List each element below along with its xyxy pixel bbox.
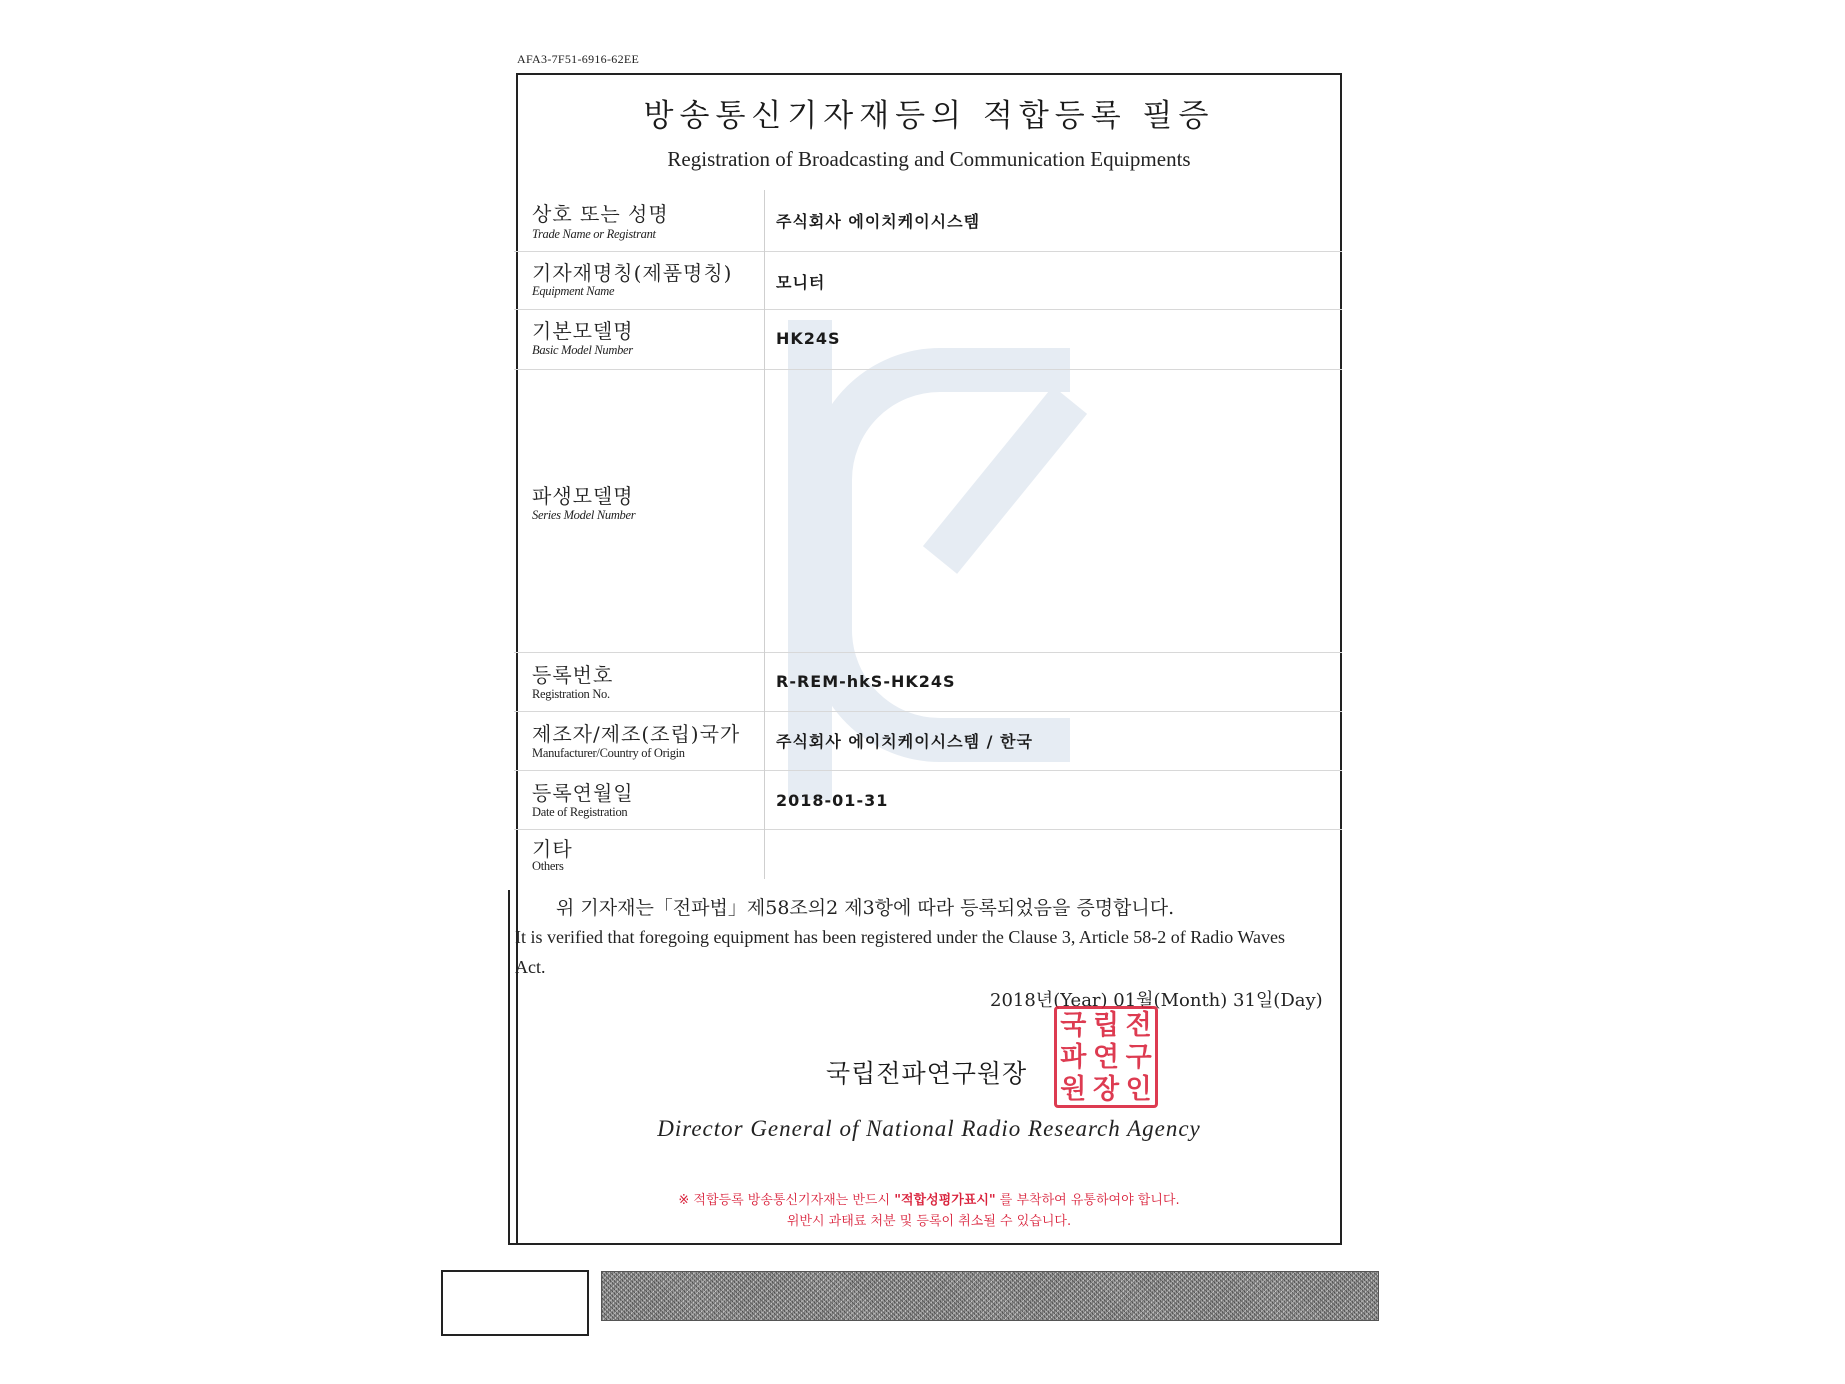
others-label-ko: 기타 <box>532 837 573 861</box>
issue-date: 2018년(Year) 01월(Month) 31일(Day) <box>990 990 1323 1011</box>
registration-date-label-ko: 등록연월일 <box>532 781 634 805</box>
basic-model-label-en: Basic Model Number <box>532 343 633 357</box>
certification-statement-english: It is verified that foregoing equipment has been registered under the Clause 3, Article 58-2 of Radio Waves Act. <box>515 927 1285 977</box>
notice-emphasis: "적합성평가표시" <box>894 1193 996 1208</box>
registration-no-label-ko: 등록번호 <box>532 663 614 687</box>
seal-glyph: 원 <box>1060 1073 1087 1105</box>
seal-glyph: 립 <box>1092 1009 1120 1041</box>
seal-glyph: 인 <box>1125 1073 1152 1105</box>
seal-glyph: 국 <box>1060 1009 1087 1041</box>
manufacturer-label-en: Manufacturer/Country of Origin <box>532 746 685 760</box>
notice-line-1 <box>520 1190 1338 1211</box>
registration-date-label-en: Date of Registration <box>532 805 628 819</box>
seal-glyph: 전 <box>1125 1009 1152 1041</box>
field-row-series-model <box>514 369 1342 653</box>
field-row-manufacturer <box>514 711 1342 771</box>
column-divider <box>764 652 765 711</box>
certificate-title-korean: 방송통신기자재등의 적합등록 필증 <box>643 98 1215 134</box>
equipment-name-value: 모니터 <box>776 273 826 292</box>
seal-glyph: 연 <box>1092 1041 1120 1073</box>
column-divider <box>764 251 765 309</box>
official-red-seal <box>1054 1006 1158 1108</box>
others-label-en: Others <box>532 859 564 873</box>
field-row-others <box>514 829 1342 879</box>
field-row-registration-no <box>514 652 1342 712</box>
column-divider <box>764 309 765 369</box>
basic-model-value: HK24S <box>776 329 841 348</box>
seal-glyph: 장 <box>1092 1073 1120 1105</box>
redacted-area <box>601 1271 1379 1321</box>
equipment-name-label-en: Equipment Name <box>532 284 615 298</box>
column-divider <box>764 829 765 879</box>
issuer-name-korean: 국립전파연구원장 <box>826 1059 1028 1088</box>
registration-no-label-en: Registration No. <box>532 687 610 701</box>
certificate-title-english: Registration of Broadcasting and Communication Equipments <box>667 147 1191 171</box>
issuer-name-english: Director General of National Radio Research Agency <box>657 1116 1201 1141</box>
document-id: AFA3-7F51-6916-62EE <box>517 52 640 66</box>
trade-name-label-ko: 상호 또는 성명 <box>532 202 669 226</box>
field-row-registration-date <box>514 770 1342 830</box>
column-divider <box>764 369 765 652</box>
manufacturer-label-ko: 제조자/제조(조립)국가 <box>532 722 741 746</box>
trade-name-label-en: Trade Name or Registrant <box>532 227 656 241</box>
compliance-notice <box>520 1190 1338 1232</box>
series-model-label-ko: 파생모델명 <box>532 484 634 508</box>
basic-model-label-ko: 기본모델명 <box>532 319 634 343</box>
trade-name-value: 주식회사 에이치케이시스템 <box>776 212 981 231</box>
seal-glyph: 파 <box>1060 1041 1087 1073</box>
manufacturer-value: 주식회사 에이치케이시스템 / 한국 <box>776 732 1033 751</box>
notice-line-2: 위반시 과태료 처분 및 등록이 취소될 수 있습니다. <box>786 1214 1072 1229</box>
notice-suffix: 를 부착하여 유통하여야 합니다. <box>999 1193 1180 1208</box>
blank-stamp-box <box>441 1270 589 1336</box>
column-divider <box>764 770 765 829</box>
series-model-label-en: Series Model Number <box>532 508 636 522</box>
certification-statement-korean: 위 기자재는「전파법」제58조의2 제3항에 따라 등록되었음을 증명합니다. <box>556 897 1175 919</box>
notice-prefix: ※ 적합등록 방송통신기자재는 반드시 <box>678 1193 891 1208</box>
column-divider <box>764 711 765 770</box>
registration-date-value: 2018-01-31 <box>776 791 889 810</box>
field-row-basic-model <box>514 309 1342 370</box>
equipment-name-label-ko: 기자재명칭(제품명칭) <box>532 261 733 285</box>
column-divider <box>764 190 765 251</box>
seal-glyph: 구 <box>1125 1041 1152 1073</box>
field-row-equipment-name <box>514 251 1342 310</box>
field-row-trade-name <box>514 190 1342 252</box>
registration-no-value: R-REM-hkS-HK24S <box>776 672 956 691</box>
